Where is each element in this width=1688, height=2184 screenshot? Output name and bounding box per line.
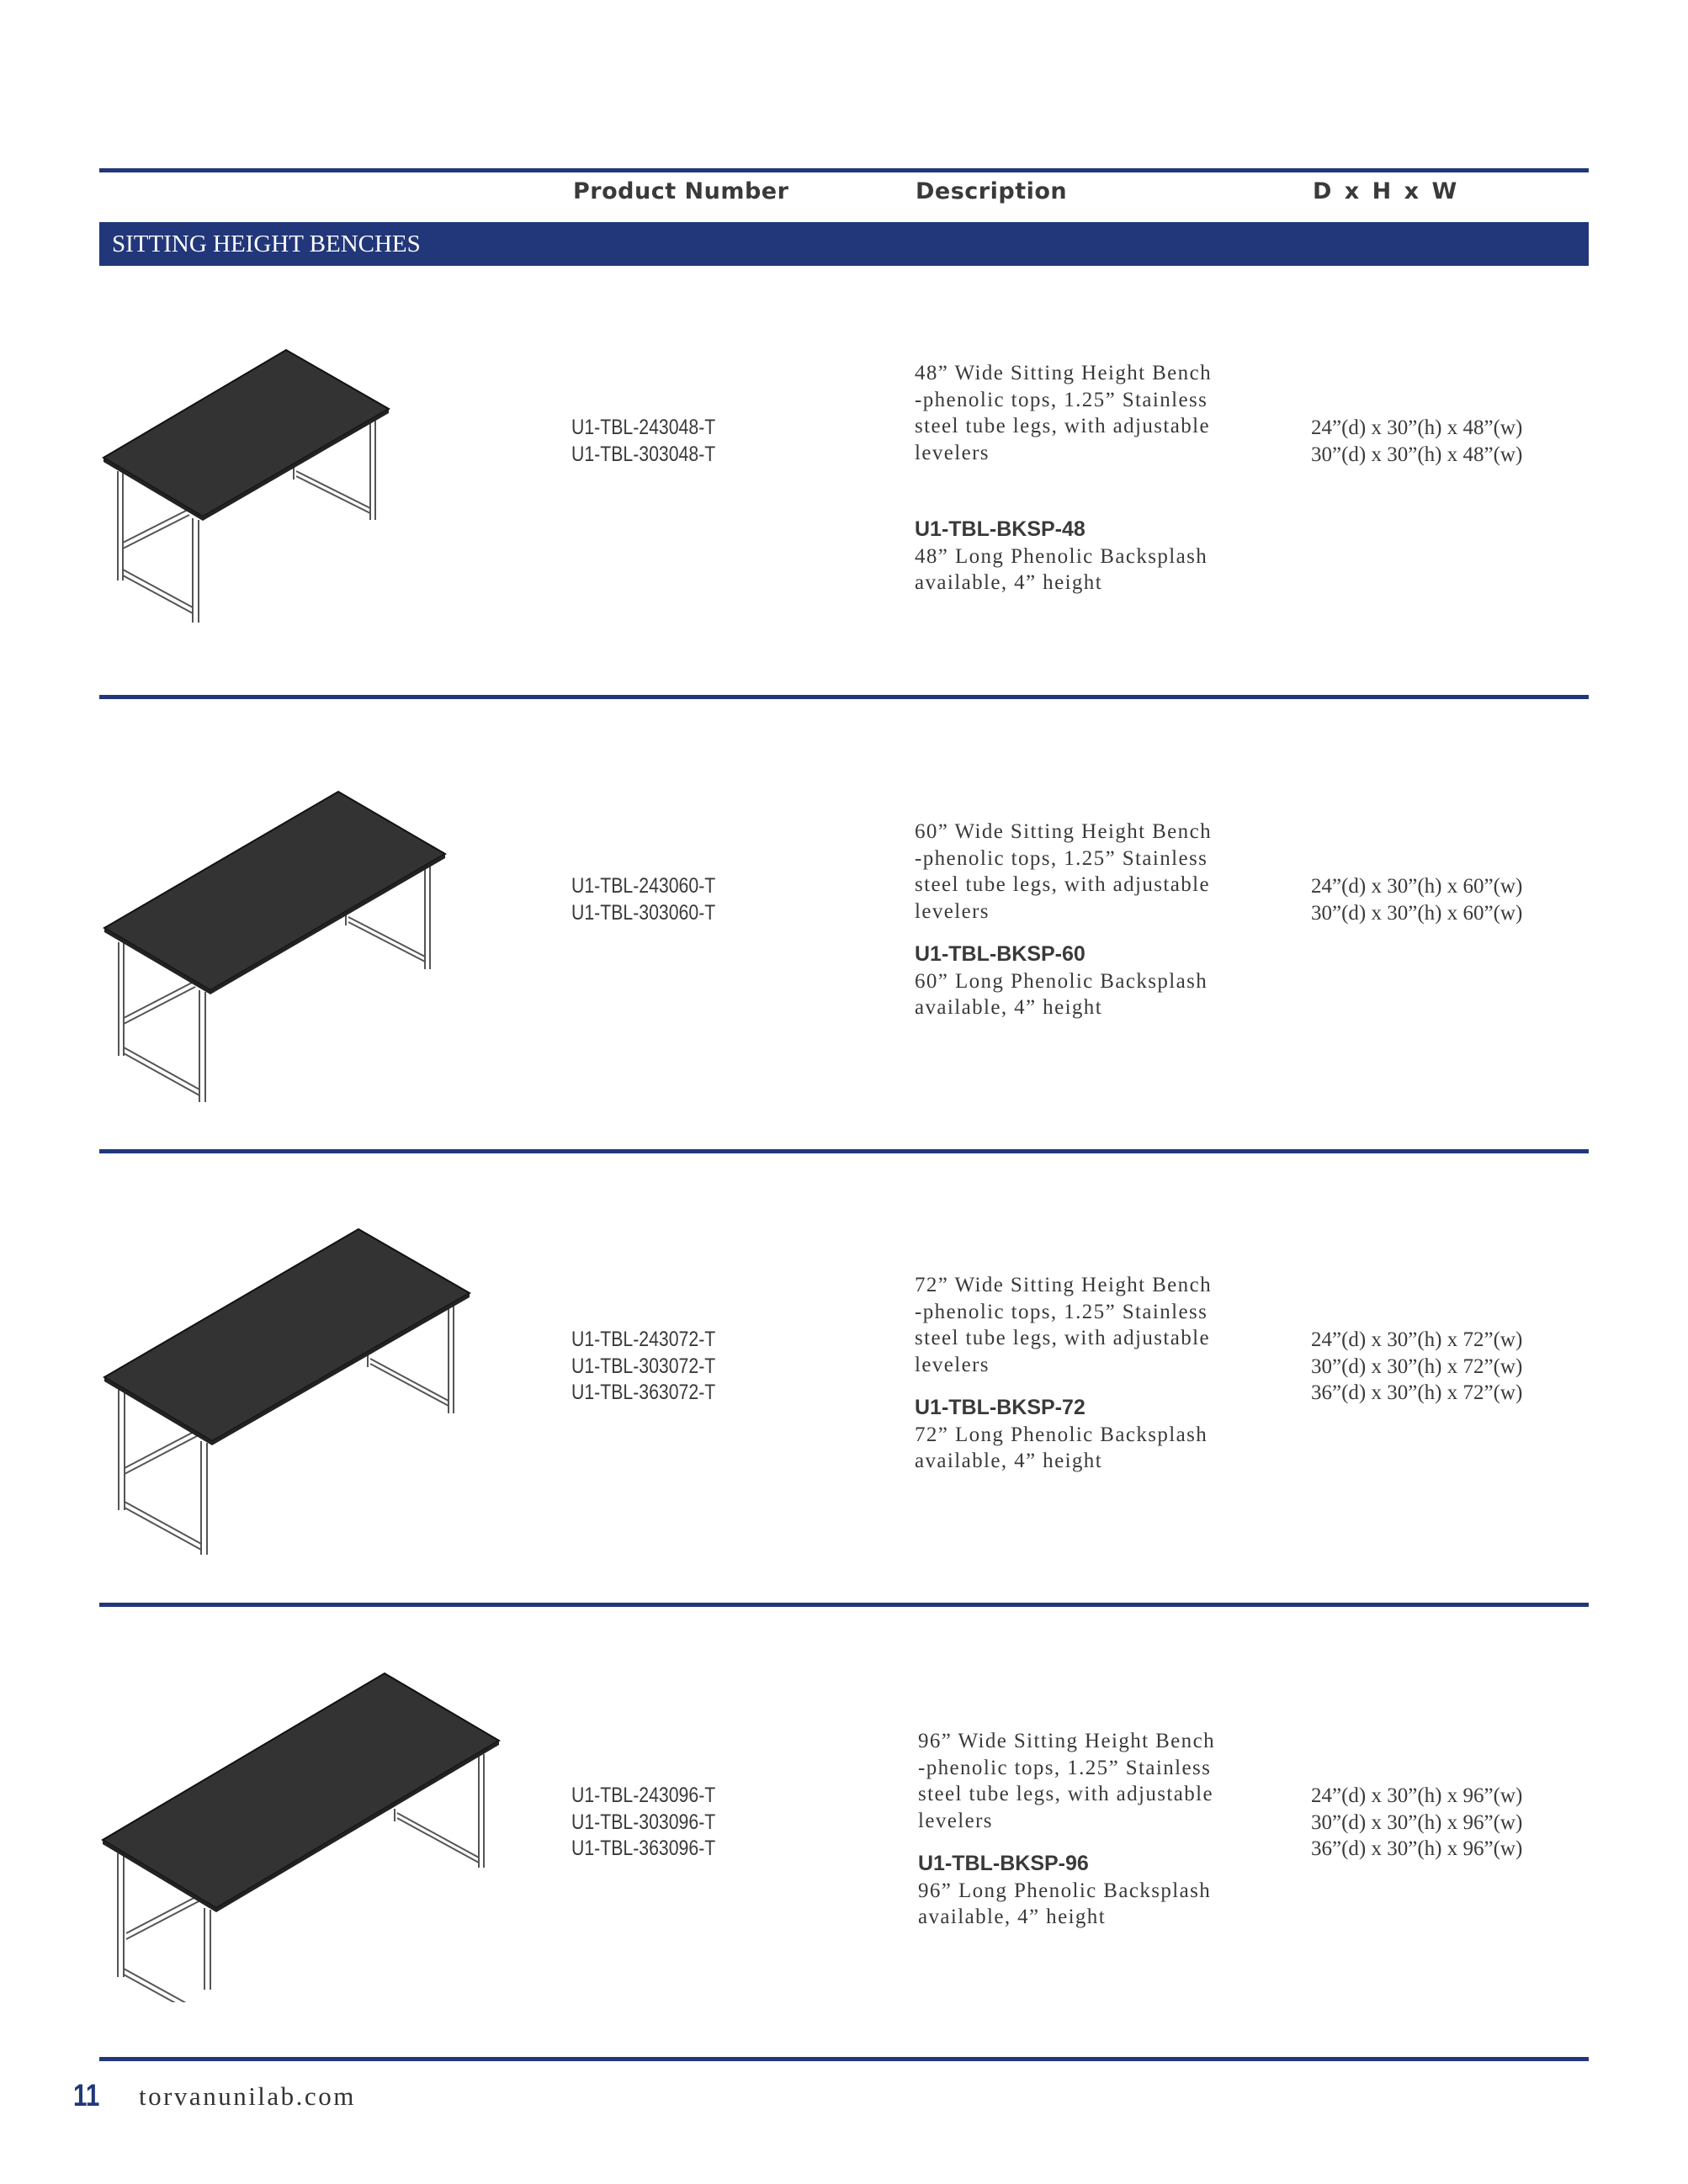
description-line: -phenolic tops, 1.25” Stainless xyxy=(915,388,1208,411)
section-title: SITTING HEIGHT BENCHES xyxy=(112,231,421,257)
description-line: 96” Wide Sitting Height Bench xyxy=(918,1730,1215,1752)
dimensions-96 xyxy=(1311,1783,1522,1863)
column-header-description: Description xyxy=(916,178,1068,204)
backsplash-line: 60” Long Phenolic Backsplash xyxy=(915,969,1208,993)
dimensions-60 xyxy=(1311,873,1522,926)
description-line: -phenolic tops, 1.25” Stainless xyxy=(915,1300,1208,1323)
description-line: 60” Wide Sitting Height Bench xyxy=(915,820,1212,843)
backsplash-code: U1-TBL-BKSP-96 xyxy=(918,1852,1089,1875)
product-numbers-48 xyxy=(571,415,715,468)
dimensions-72 xyxy=(1311,1327,1522,1407)
description-line: 48” Wide Sitting Height Bench xyxy=(915,362,1212,384)
dimension-line: 30”(d) x 30”(h) x 72”(w) xyxy=(1311,1354,1523,1378)
backsplash-line: available, 4” height xyxy=(915,1450,1103,1472)
description-96 xyxy=(918,1728,1215,1931)
description-line: levelers xyxy=(915,441,990,464)
product-numbers-72 xyxy=(571,1327,715,1407)
description-line: levelers xyxy=(915,899,990,923)
dimension-line: 30”(d) x 30”(h) x 96”(w) xyxy=(1311,1810,1523,1834)
description-line: steel tube legs, with adjustable xyxy=(915,1327,1210,1349)
row-divider xyxy=(99,1603,1589,1607)
dimension-line: 36”(d) x 30”(h) x 72”(w) xyxy=(1311,1381,1523,1404)
page-number: 11 xyxy=(73,2078,100,2112)
product-number: U1-TBL-303060-T xyxy=(571,900,716,925)
product-number: U1-TBL-303048-T xyxy=(571,442,716,466)
backsplash-line: 96” Long Phenolic Backsplash xyxy=(918,1879,1212,1902)
product-number: U1-TBL-243096-T xyxy=(571,1784,716,1807)
dimension-line: 24”(d) x 30”(h) x 60”(w) xyxy=(1311,875,1523,898)
description-line: levelers xyxy=(915,1353,990,1376)
dimensions-48 xyxy=(1311,415,1522,468)
product-number: U1-TBL-243072-T xyxy=(571,1328,716,1351)
top-rule xyxy=(99,168,1589,172)
product-number: U1-TBL-303072-T xyxy=(571,1354,716,1378)
dimension-line: 24”(d) x 30”(h) x 48”(w) xyxy=(1311,416,1523,439)
product-numbers-96 xyxy=(571,1783,715,1863)
description-72 xyxy=(915,1272,1212,1475)
dimension-line: 36”(d) x 30”(h) x 96”(w) xyxy=(1311,1837,1523,1860)
bench-96-image xyxy=(93,1657,513,2002)
column-header-product-number: Product Number xyxy=(573,178,789,204)
bench-72-image xyxy=(93,1220,488,1565)
backsplash-line: 72” Long Phenolic Backsplash xyxy=(915,1423,1208,1446)
description-line: -phenolic tops, 1.25” Stainless xyxy=(915,846,1208,870)
description-line: levelers xyxy=(918,1809,993,1832)
description-line: steel tube legs, with adjustable xyxy=(915,415,1210,437)
description-line: steel tube legs, with adjustable xyxy=(915,873,1210,896)
row-divider xyxy=(99,695,1589,699)
product-numbers-60 xyxy=(571,873,715,926)
row-divider xyxy=(99,1149,1589,1153)
description-line: -phenolic tops, 1.25” Stainless xyxy=(918,1756,1212,1779)
website-link[interactable]: torvanunilab.com xyxy=(139,2081,356,2111)
backsplash-line: available, 4” height xyxy=(915,996,1103,1019)
product-number: U1-TBL-243048-T xyxy=(571,416,716,439)
description-48 xyxy=(915,360,1212,596)
backsplash-line: available, 4” height xyxy=(915,571,1103,594)
footer-rule xyxy=(99,2057,1589,2061)
bench-60-image xyxy=(93,782,463,1111)
product-number: U1-TBL-363072-T xyxy=(571,1381,716,1404)
description-60 xyxy=(915,819,1212,1021)
bench-48-image xyxy=(93,337,412,639)
column-header-dimensions: D x H x W xyxy=(1313,178,1460,204)
backsplash-line: available, 4” height xyxy=(918,1906,1107,1928)
dimension-line: 24”(d) x 30”(h) x 96”(w) xyxy=(1311,1784,1523,1807)
dimension-line: 24”(d) x 30”(h) x 72”(w) xyxy=(1311,1328,1523,1351)
dimension-line: 30”(d) x 30”(h) x 60”(w) xyxy=(1311,901,1523,925)
product-number: U1-TBL-363096-T xyxy=(571,1837,716,1860)
backsplash-code: U1-TBL-BKSP-60 xyxy=(915,942,1086,966)
product-number: U1-TBL-303096-T xyxy=(571,1810,716,1834)
description-line: steel tube legs, with adjustable xyxy=(918,1783,1213,1805)
backsplash-line: 48” Long Phenolic Backsplash xyxy=(915,544,1208,568)
backsplash-code: U1-TBL-BKSP-48 xyxy=(915,517,1086,541)
product-number: U1-TBL-243060-T xyxy=(571,874,716,898)
dimension-line: 30”(d) x 30”(h) x 48”(w) xyxy=(1311,443,1523,466)
backsplash-code: U1-TBL-BKSP-72 xyxy=(915,1396,1086,1419)
description-line: 72” Wide Sitting Height Bench xyxy=(915,1274,1212,1296)
section-band xyxy=(99,222,1589,266)
